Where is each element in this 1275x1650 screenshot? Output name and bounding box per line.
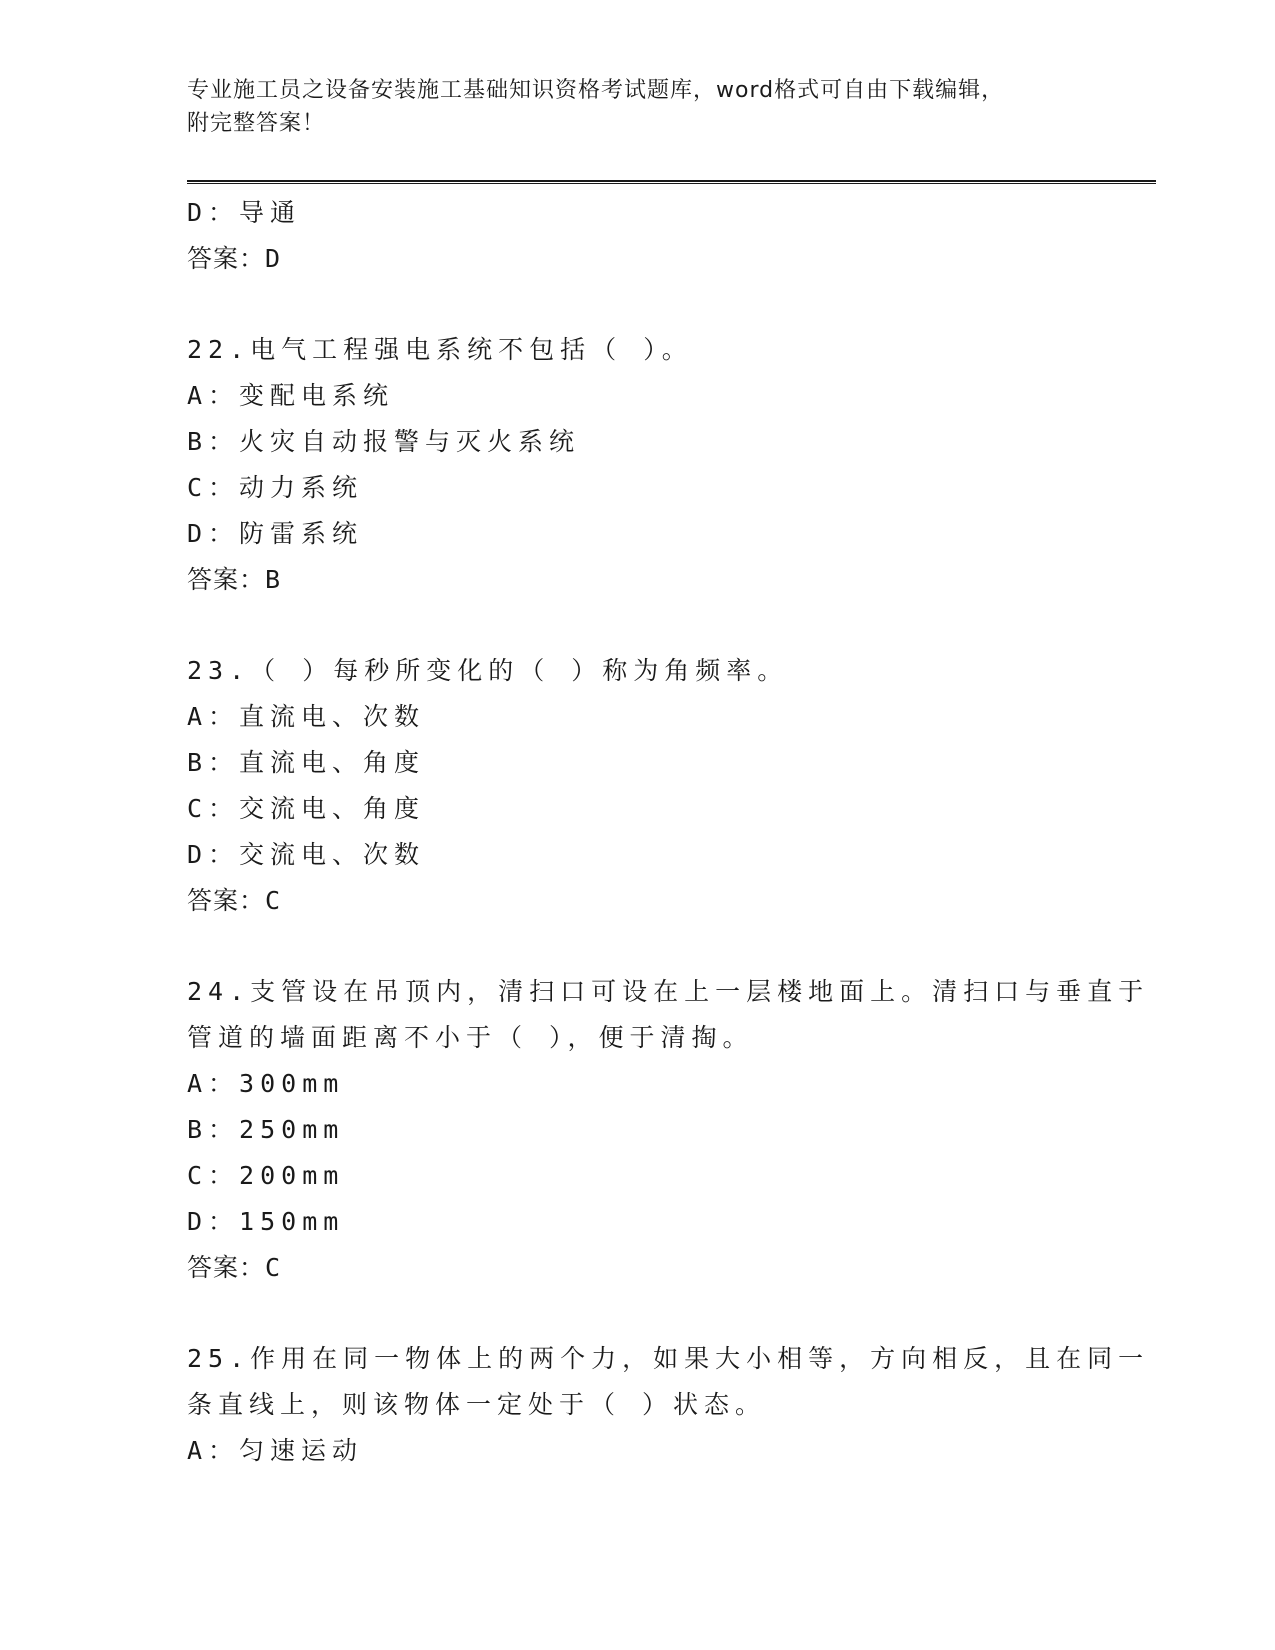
question-stem: 22.电气工程强电系统不包括（ ）。 xyxy=(187,335,693,364)
answer-value: C xyxy=(265,886,282,915)
answer-line xyxy=(187,878,1087,924)
answer-line xyxy=(187,1245,1087,1291)
option-b: B：火灾自动报警与灭火系统 xyxy=(187,427,581,456)
answer-value: D xyxy=(265,244,282,273)
question-21-tail xyxy=(187,190,1087,282)
option-d: D：导通 xyxy=(187,198,302,227)
answer-label: 答案： xyxy=(187,1253,266,1282)
option-b: B：直流电、角度 xyxy=(187,748,426,777)
option-a: A：300mm xyxy=(187,1069,345,1098)
header-title-line-1: 专业施工员之设备安装施工基础知识资格考试题库，word格式可自由下载编辑， xyxy=(187,78,1005,103)
answer-label: 答案： xyxy=(187,886,266,915)
option-b: B：250mm xyxy=(187,1115,345,1144)
option-c: C：200mm xyxy=(187,1161,345,1190)
header-divider xyxy=(187,180,1156,184)
question-23 xyxy=(187,648,1087,924)
option-d: D：交流电、次数 xyxy=(187,840,426,869)
option-a: A：变配电系统 xyxy=(187,381,395,410)
document-header xyxy=(187,74,1087,140)
option-d: D：防雷系统 xyxy=(187,519,364,548)
option-a: A：直流电、次数 xyxy=(187,702,426,731)
question-stem-line-1: 25.作用在同一物体上的两个力，如果大小相等，方向相反，且在同一 xyxy=(187,1344,1150,1373)
question-stem-line-1: 24.支管设在吊顶内，清扫口可设在上一层楼地面上。清扫口与垂直于 xyxy=(187,977,1150,1006)
answer-line xyxy=(187,557,1087,603)
header-title-line-2: 附完整答案！ xyxy=(187,111,326,136)
answer-label: 答案： xyxy=(187,244,266,273)
question-stem: 23.（ ）每秒所变化的（ ）称为角频率。 xyxy=(187,656,789,685)
question-24 xyxy=(187,969,1150,1291)
question-22 xyxy=(187,327,1087,603)
option-d: D：150mm xyxy=(187,1207,345,1236)
answer-value: B xyxy=(265,565,282,594)
option-a: A：匀速运动 xyxy=(187,1436,364,1465)
answer-label: 答案： xyxy=(187,565,266,594)
question-list xyxy=(187,190,1150,1474)
question-stem-line-2: 条直线上，则该物体一定处于（ ）状态。 xyxy=(187,1390,767,1419)
question-stem-line-2: 管道的墙面距离不小于（ ），便于清掏。 xyxy=(187,1023,754,1052)
option-c: C：动力系统 xyxy=(187,473,364,502)
question-25 xyxy=(187,1336,1150,1474)
answer-value: C xyxy=(265,1253,282,1282)
answer-line xyxy=(187,236,1087,282)
option-c: C：交流电、角度 xyxy=(187,794,426,823)
